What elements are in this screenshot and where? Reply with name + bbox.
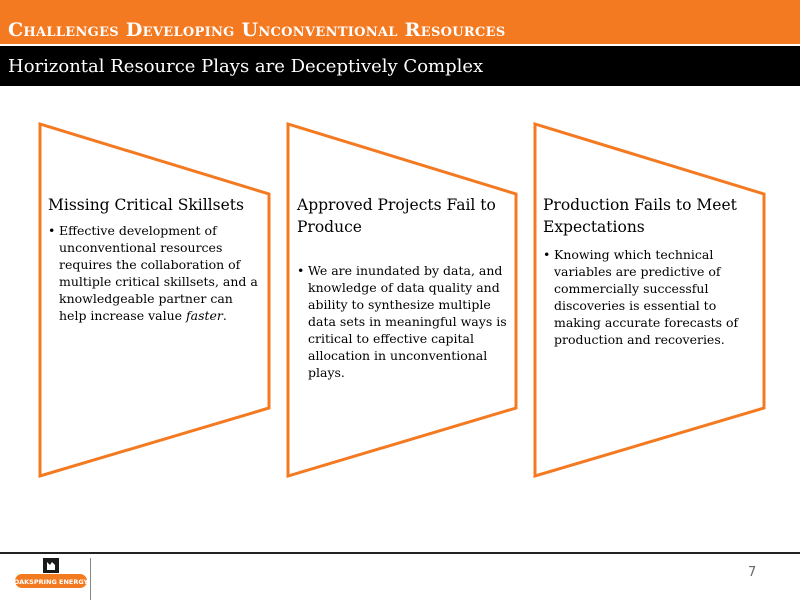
card-3 <box>543 194 757 348</box>
card-heading: Missing Critical Skillsets <box>48 196 244 214</box>
card-1 <box>48 194 262 324</box>
card-bullet: • We are inundated by data, and knowledge of data quality and ability to synthesize multiple data sets in meaningful ways is critical to effective capital allocation in unconventional plays. <box>297 263 507 380</box>
card-bullet: • Effective development of unconventional resources requires the collaboration of multiple critical skillsets, and a knowledgeable partner can help increase value faster. <box>48 223 258 323</box>
slide-title: Challenges Developing Unconventional Resources <box>8 19 506 41</box>
slide-subtitle: Horizontal Resource Plays are Deceptively Complex <box>8 56 484 77</box>
svg-text:OAKSPRING ENERGY: OAKSPRING ENERGY <box>14 578 88 586</box>
card-2 <box>297 194 511 381</box>
oakspring-logo-icon <box>14 556 88 596</box>
page-number: 7 <box>748 565 757 580</box>
footer-divider <box>90 558 91 600</box>
card-heading: Approved Projects Fail to Produce <box>297 196 496 236</box>
card-bullet: • Knowing which technical variables are predictive of commercially successful discoveries is essential to making accurate forecasts of production and recoveries. <box>543 247 739 347</box>
card-heading: Production Fails to Meet Expectations <box>543 196 737 236</box>
footer-line <box>0 552 800 554</box>
